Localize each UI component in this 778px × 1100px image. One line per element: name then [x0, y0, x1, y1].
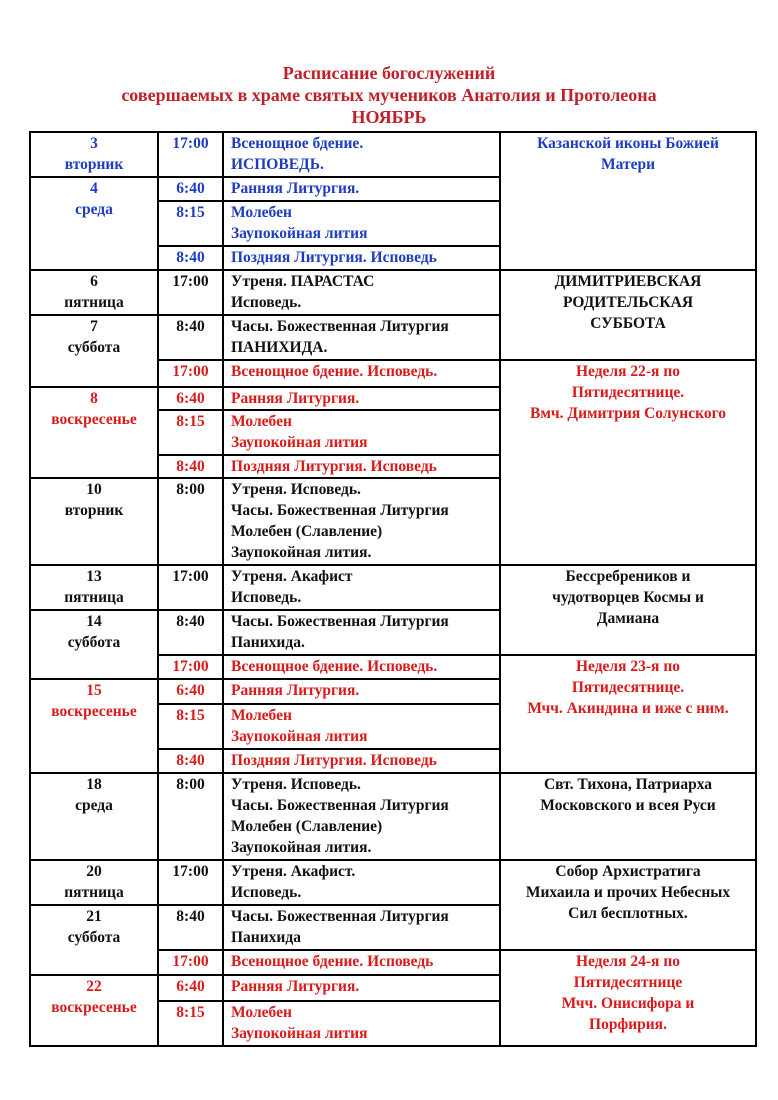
date-cell — [30, 679, 158, 773]
weekday: вторник — [64, 502, 124, 519]
feast-cell — [500, 860, 756, 950]
feast-cell — [500, 270, 756, 360]
service-line: Молебен — [231, 1004, 292, 1021]
schedule-row — [30, 773, 756, 860]
feast-line: Свт. Тихона, Патриарха — [543, 776, 713, 793]
time-cell: 8:40 — [158, 455, 223, 478]
service-cell — [223, 1001, 500, 1046]
service-cell: Ранняя Литургия. — [223, 679, 500, 704]
service-cell — [223, 905, 500, 950]
service-cell: Всенощное бдение. Исповедь. — [223, 360, 500, 387]
service-cell — [223, 610, 500, 655]
schedule-row — [30, 565, 756, 610]
service-cell: Всенощное бдение. Исповедь. — [223, 655, 500, 679]
time-cell: 8:40 — [158, 905, 223, 950]
service-cell: Ранняя Литургия. — [223, 177, 500, 201]
service-cell — [223, 704, 500, 749]
service-line: Заупокойная лития. — [231, 544, 372, 561]
service-line: Утреня. Акафист — [231, 568, 353, 585]
time-cell: 17:00 — [158, 860, 223, 905]
service-cell: Ранняя Литургия. — [223, 387, 500, 410]
weekday: воскресенье — [51, 703, 137, 720]
header-month: НОЯБРЬ — [351, 107, 427, 127]
time-cell: 17:00 — [158, 360, 223, 387]
service-line: Заупокойная лития — [231, 434, 368, 451]
day-number: 4 — [90, 180, 98, 197]
weekday: суббота — [67, 929, 121, 946]
time-cell: 8:40 — [158, 315, 223, 360]
header-title: Расписание богослужений — [282, 63, 496, 83]
service-line: Всенощное бдение. — [231, 135, 364, 152]
feast-line: Михаила и прочих Небесных — [525, 884, 731, 901]
schedule-row — [30, 270, 756, 315]
service-line: Молебен (Славление) — [231, 818, 383, 835]
day-number: 6 — [90, 273, 98, 290]
day-number: 10 — [86, 481, 102, 498]
service-line: Исповедь. — [231, 294, 302, 311]
weekday: суббота — [67, 339, 121, 356]
feast-line: ДИМИТРИЕВСКАЯ — [554, 273, 702, 290]
service-line: Панихида — [231, 929, 301, 946]
weekday: пятница — [64, 884, 124, 901]
service-line: Заупокойная лития — [231, 225, 368, 242]
time-cell: 8:15 — [158, 201, 223, 246]
feast-line: Мчч. Онисифора и — [561, 995, 695, 1012]
date-cell — [30, 773, 158, 860]
service-line: Панихида. — [231, 634, 305, 651]
feast-line: Неделя 24-я по — [575, 953, 680, 970]
time-cell: 8:15 — [158, 410, 223, 455]
feast-line: Сил бесплотных. — [568, 905, 688, 922]
schedule-table — [29, 131, 757, 1047]
feast-line: Казанской иконы Божией — [537, 135, 719, 152]
service-cell — [223, 315, 500, 360]
feast-cell — [500, 655, 756, 773]
feast-line: Пятидесятнице. — [571, 679, 685, 696]
service-line: Часы. Божественная Литургия — [231, 318, 449, 335]
service-line: Заупокойная лития — [231, 728, 368, 745]
feast-line: РОДИТЕЛЬСКАЯ — [562, 294, 694, 311]
day-number: 21 — [86, 908, 102, 925]
weekday: воскресенье — [51, 411, 137, 428]
service-cell — [223, 270, 500, 315]
service-cell — [223, 201, 500, 246]
time-cell: 17:00 — [158, 950, 223, 975]
feast-line: Неделя 22-я по — [575, 363, 680, 380]
service-line: Утреня. ПАРАСТАС — [231, 273, 375, 290]
service-cell — [223, 773, 500, 860]
service-cell — [223, 132, 500, 177]
feast-line: Мчч. Акиндина и иже с ним. — [527, 700, 729, 717]
date-cell — [30, 860, 158, 905]
date-cell — [30, 565, 158, 610]
service-cell — [223, 860, 500, 905]
date-cell — [30, 478, 158, 565]
date-cell — [30, 132, 158, 177]
time-cell: 8:40 — [158, 610, 223, 655]
time-cell: 17:00 — [158, 655, 223, 679]
date-cell — [30, 387, 158, 478]
service-line: Заупокойная лития — [231, 1025, 368, 1042]
date-cell — [30, 905, 158, 975]
service-line: Исповедь. — [231, 884, 302, 901]
day-number: 15 — [86, 682, 102, 699]
service-line: Часы. Божественная Литургия — [231, 797, 449, 814]
time-cell: 6:40 — [158, 177, 223, 201]
feast-line: чудотворцев Космы и — [552, 589, 704, 606]
weekday: среда — [75, 201, 113, 218]
time-cell: 17:00 — [158, 565, 223, 610]
feast-line: Пятидесятнице — [573, 974, 683, 991]
date-cell — [30, 315, 158, 387]
service-line: Утреня. Исповедь. — [231, 776, 361, 793]
date-cell — [30, 177, 158, 270]
weekday: пятница — [64, 294, 124, 311]
time-cell: 17:00 — [158, 270, 223, 315]
schedule-row — [30, 132, 756, 177]
service-line: Часы. Божественная Литургия — [231, 908, 449, 925]
service-cell: Всенощное бдение. Исповедь — [223, 950, 500, 975]
day-number: 22 — [86, 978, 102, 995]
time-cell: 6:40 — [158, 679, 223, 704]
time-cell: 6:40 — [158, 387, 223, 410]
feast-cell — [500, 565, 756, 655]
time-cell: 8:15 — [158, 704, 223, 749]
feast-line: Матери — [600, 156, 656, 173]
day-number: 18 — [86, 776, 102, 793]
weekday: среда — [75, 797, 113, 814]
time-cell: 8:15 — [158, 1001, 223, 1046]
feast-line: Московского и всея Руси — [540, 797, 716, 814]
date-cell — [30, 270, 158, 315]
date-cell — [30, 975, 158, 1046]
time-cell: 8:40 — [158, 749, 223, 773]
service-cell — [223, 478, 500, 565]
service-line: ИСПОВЕДЬ. — [231, 156, 324, 173]
time-cell: 8:00 — [158, 478, 223, 565]
service-cell — [223, 565, 500, 610]
feast-cell — [500, 950, 756, 1046]
service-line: Молебен — [231, 204, 292, 221]
weekday: воскресенье — [51, 999, 137, 1016]
feast-line: Неделя 23-я по — [575, 658, 680, 675]
service-line: Молебен — [231, 707, 292, 724]
service-cell: Поздняя Литургия. Исповедь — [223, 749, 500, 773]
weekday: пятница — [64, 589, 124, 606]
service-cell: Ранняя Литургия. — [223, 975, 500, 1001]
schedule-row — [30, 860, 756, 905]
day-number: 13 — [86, 568, 102, 585]
feast-line: Собор Архистратига — [555, 863, 701, 880]
service-cell: Поздняя Литургия. Исповедь — [223, 455, 500, 478]
feast-line: Порфирия. — [589, 1016, 667, 1033]
feast-cell — [500, 360, 756, 565]
time-cell: 8:40 — [158, 246, 223, 270]
service-cell: Поздняя Литургия. Исповедь — [223, 246, 500, 270]
weekday: суббота — [67, 634, 121, 651]
time-cell: 17:00 — [158, 132, 223, 177]
service-line: Заупокойная лития. — [231, 839, 372, 856]
service-line: Часы. Божественная Литургия — [231, 613, 449, 630]
date-cell — [30, 610, 158, 679]
weekday: вторник — [64, 156, 124, 173]
service-line: ПАНИХИДА. — [231, 339, 328, 356]
feast-line: Пятидесятнице. — [571, 384, 685, 401]
time-cell: 6:40 — [158, 975, 223, 1001]
feast-cell — [500, 132, 756, 270]
service-line: Исповедь. — [231, 589, 302, 606]
header-church: совершаемых в храме святых мучеников Анатолия и Протолеона — [121, 85, 657, 105]
day-number: 20 — [86, 863, 102, 880]
time-cell: 8:00 — [158, 773, 223, 860]
feast-line: Дамиана — [596, 610, 660, 627]
day-number: 14 — [86, 613, 102, 630]
schedule-header — [0, 62, 778, 128]
service-line: Часы. Божественная Литургия — [231, 502, 449, 519]
service-cell — [223, 410, 500, 455]
feast-line: Бессребреников и — [565, 568, 691, 585]
service-line: Утреня. Акафист. — [231, 863, 356, 880]
day-number: 3 — [90, 135, 98, 152]
feast-cell — [500, 773, 756, 860]
feast-line: СУББОТА — [590, 315, 666, 332]
day-number: 8 — [90, 390, 98, 407]
feast-line: Вмч. Димитрия Солунского — [530, 405, 726, 422]
service-line: Молебен (Славление) — [231, 523, 383, 540]
day-number: 7 — [90, 318, 98, 335]
service-line: Утреня. Исповедь. — [231, 481, 361, 498]
service-line: Молебен — [231, 413, 292, 430]
